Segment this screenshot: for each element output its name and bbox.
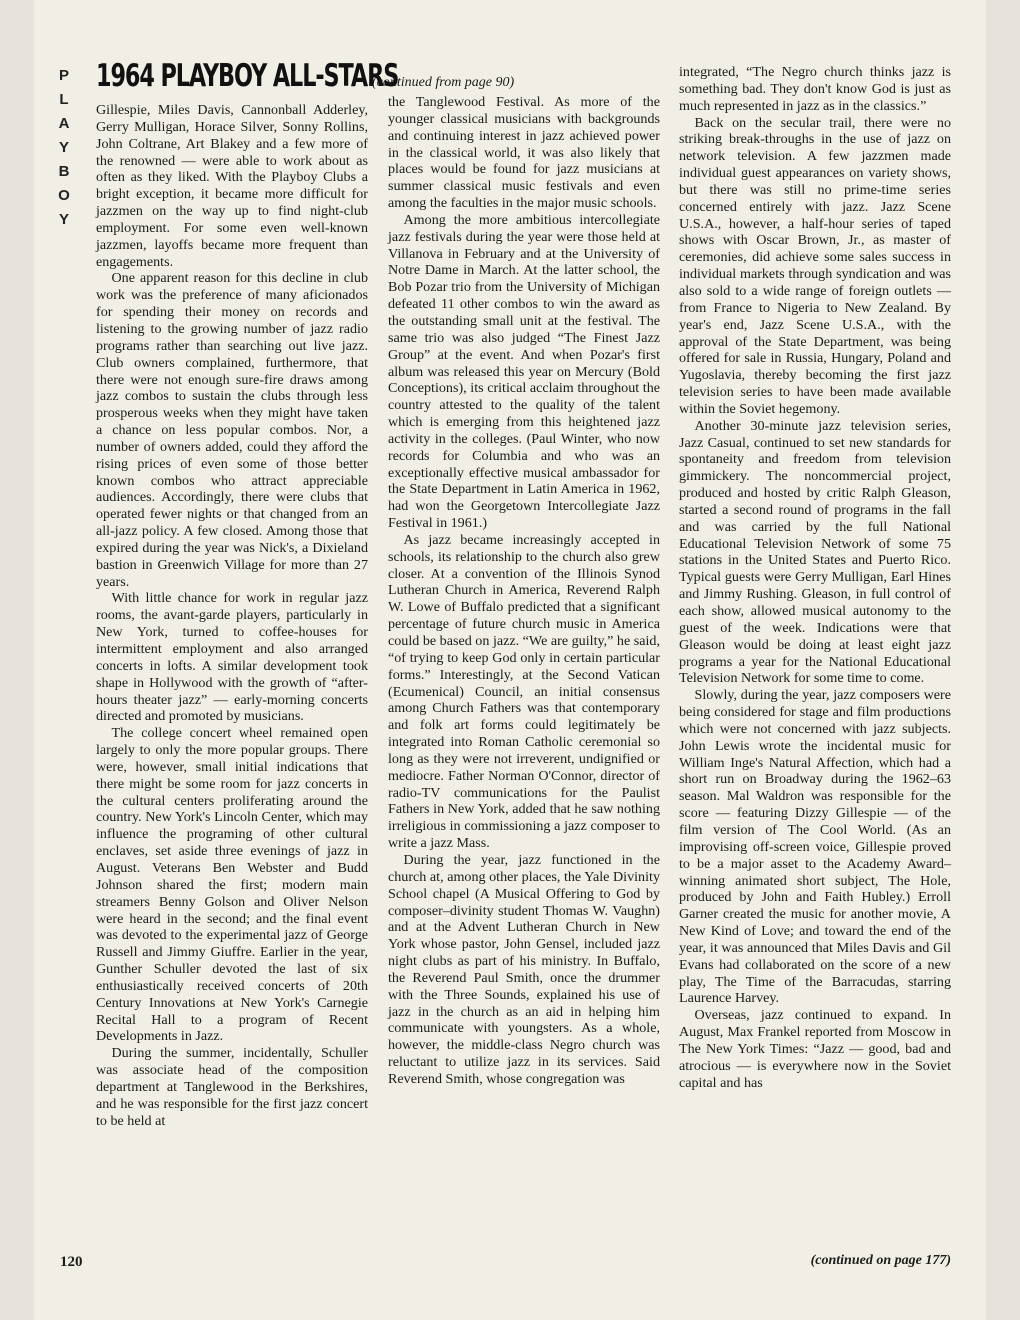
paragraph: The college concert wheel remained open largely to only the more popular groups. There were, however, small initial indications that there might be some room for jazz concerts in the cultural centers proliferating around the country. New York's Lincoln Center, which may influence the programing of other cultural enclaves, set aside three evenings of jazz in August. Veterans Ben Webster and Budd Johnson shared the first; modern main streamers Benny Golson and Oliver Nelson were heard in the second; and the final event was devoted to the experimental jazz of George Russell and Jimmy Giuffre. Earlier in the year, Gunther Schuller devoted the last of six enthusiastically received concerts of 20th Century Innovations at New York's Carnegie Recital Hall to a program of Recent Developments in Jazz. <box>96 725 368 1045</box>
side-label-letter: Y <box>58 211 69 228</box>
text-column-1 <box>96 102 368 1129</box>
headline <box>96 58 514 98</box>
text-column-2 <box>388 94 660 1088</box>
paragraph: Among the more ambitious intercollegiate jazz festivals during the year were those held at Villanova in February and at the University of Notre Dame in March. At the latter school, the Bob Pozar trio from the University of Michigan defeated 11 other combos to win the award as the outstanding small unit at the festival. The same trio was also judged “The Finest Jazz Group” at the event. And when Pozar's first album was released this year on Mercury (Bold Conceptions), its critical acclaim throughout the country attested to the quality of the talent which is emerging from this heightened jazz activity in the colleges. (Paul Winter, who now records for Columbia and who was an exceptionally effective musical ambassador for the State Department in Latin America in 1962, had won the Georgetown Intercollegiate Jazz Festival in 1961.) <box>388 211 660 532</box>
page-number: 120 <box>60 1254 83 1270</box>
side-label-letter: L <box>59 91 69 108</box>
paragraph: Slowly, during the year, jazz composers were being considered for stage and film productions which were not concerned with jazz subjects. John Lewis wrote the incidental music for William Inge's Natural Affection, which had a short run on Broadway during the 1962–63 season. Mal Waldron was responsible for the score — featuring Dizzy Gillespie — of the film version of The Cool World. (As an improvising off-screen voice, Gillespie proved to be a major asset to the Academy Award–winning animated short subject, The Hole, produced by John and Faith Hubley.) Erroll Garner created the music for another movie, A New Kind of Love; and toward the end of the year, it was announced that Miles Davis and Gil Evans had collaborated on the score of a new play, The Time of the Barracudas, starring Laurence Harvey. <box>679 687 951 1007</box>
side-label-letter: O <box>58 187 70 204</box>
continued-from-note: (continued from page 90) <box>372 75 515 90</box>
text-column-3 <box>679 64 951 1091</box>
paragraph: During the summer, incidentally, Schuller was associate head of the composition department at Tanglewood in the Berkshires, and he was responsible for the first jazz concert to be held at <box>96 1045 368 1129</box>
paragraph: the Tanglewood Festival. As more of the younger classical musicians with backgrounds and continuing interest in jazz achieved power in the classical world, it was also likely that places would be found for jazz musicians at summer classical music festivals and even among the faculties in the major music schools. <box>388 94 660 212</box>
paragraph: integrated, “The Negro church thinks jazz is something bad. They don't know God is just as much represented in jazz as in the classics.” <box>679 64 951 114</box>
paragraph: Back on the secular trail, there were no striking break-throughs in the use of jazz on network television. A few jazzmen made individual guest appearances on variety shows, but there was still no prime-time series concerned entirely with jazz. Jazz Scene U.S.A., however, a half-hour series of taped shows with Oscar Brown, Jr., as master of ceremonies, did achieve some sales success in individual markets through syndication and was also sold to a wide range of foreign outlets — from France to Nigeria to New Zealand. By year's end, Jazz Scene U.S.A., with the approval of the State Department, was being offered for sale in Russia, Hungary, Poland and Yugoslavia, thereby becoming the first jazz television series to have been made available within the Soviet hegemony. <box>679 114 951 417</box>
paragraph: With little chance for work in regular jazz rooms, the avant-garde players, particularly in New York, turned to coffee-houses for intermittent employment and also arranged concerts in lofts. A similar development took shape in Hollywood with the growth of “after-hours theater jazz” — early-morning concerts directed and promoted by musicians. <box>96 590 368 725</box>
side-label <box>52 64 76 232</box>
side-label-letter: Y <box>58 139 69 156</box>
side-label-letter: A <box>58 115 70 132</box>
paragraph: One apparent reason for this decline in club work was the preference of many aficionados for spending their money on records and listening to the growing number of jazz radio programs rather than searching out live jazz. Club owners complained, furthermore, that there were not enough sure-fire draws among jazz combos to sustain the clubs through less prosperous weeks when they might have taken a chance on less popular combos. Nor, a number of owners added, could they afford the rising prices of even some of those better known combos who attract appreciable audiences. Accordingly, there were clubs that operated fewer nights or that changed from an all-jazz policy. A few closed. Among those that expired during the year was Nick's, a Dixieland bastion in Greenwich Village for more than 27 years. <box>96 270 368 590</box>
side-label-letter: P <box>58 67 69 84</box>
paragraph: During the year, jazz functioned in the church at, among other places, the Yale Divinity School chapel (A Musical Offering to God by composer–divinity student Thomas W. Vaughn) and at the Advent Lutheran Church in New York whose pastor, John Gensel, included jazz night clubs as part of his ministry. In Buffalo, the Reverend Paul Smith, once the drummer with the Three Sounds, explained his use of jazz in the church as an aid in helping him communicate with youngsters. As a whole, however, the middle-class Negro church was reluctant to utilize jazz in its services. Said Reverend Smith, whose congregation was <box>388 851 660 1087</box>
paragraph: As jazz became increasingly accepted in schools, its relationship to the church also grew closer. At a convention of the Illinois Synod Lutheran Church in America, Reverend Ralph W. Lowe of Buffalo predicted that a significant percentage of future church music in America could be based on jazz. “We are guilty,” he said, “of trying to keep God only in certain particular forms.” Interestingly, at the Second Vatican (Ecumenical) Council, an initial consensus among Church Fathers was that contemporary and folk art forms could legitimately be integrated into Roman Catholic ceremonial so long as they were not irreverent, undignified or mediocre. Father Norman O'Connor, director of radio-TV communications for the Paulist Fathers in New York, added that he saw nothing irreligious in commissioning a jazz composer to write a jazz Mass. <box>388 531 660 852</box>
side-label-letter: B <box>58 163 70 180</box>
paragraph: Overseas, jazz continued to expand. In August, Max Frankel reported from Moscow in The New York Times: “Jazz — good, bad and atrocious — is everywhere now in the Soviet capital and has <box>679 1007 951 1091</box>
paragraph: Another 30-minute jazz television series, Jazz Casual, continued to set new standards for spontaneity and freedom from television gimmickery. The noncommercial project, produced and hosted by critic Ralph Gleason, started a second round of programs in the fall and was carried by the full National Educational Television Network of some 75 stations in the United States and Puerto Rico. Typical guests were Gerry Mulligan, Earl Hines and Jimmy Rushing. Gleason, in full control of each show, allowed musical autonomy to the guest of the week. Indications were that Gleason would be doing at least eight jazz programs a year for the National Educational Television Network for some time to come. <box>679 417 951 687</box>
continued-on-note: (continued on page 177) <box>810 1253 951 1268</box>
paragraph: Gillespie, Miles Davis, Cannonball Adderley, Gerry Mulligan, Horace Silver, Sonny Rollins, John Coltrane, Art Blakey and a few more of the renowned — were able to work about as often as they liked. With the Playboy Clubs a bright exception, it became more difficult for jazzmen on the way up to find night-club employment. For some even well-known jazzmen, layoffs became more frequent than engagements. <box>96 102 368 270</box>
page-title: 1964 PLAYBOY ALL-STARS <box>96 58 399 94</box>
